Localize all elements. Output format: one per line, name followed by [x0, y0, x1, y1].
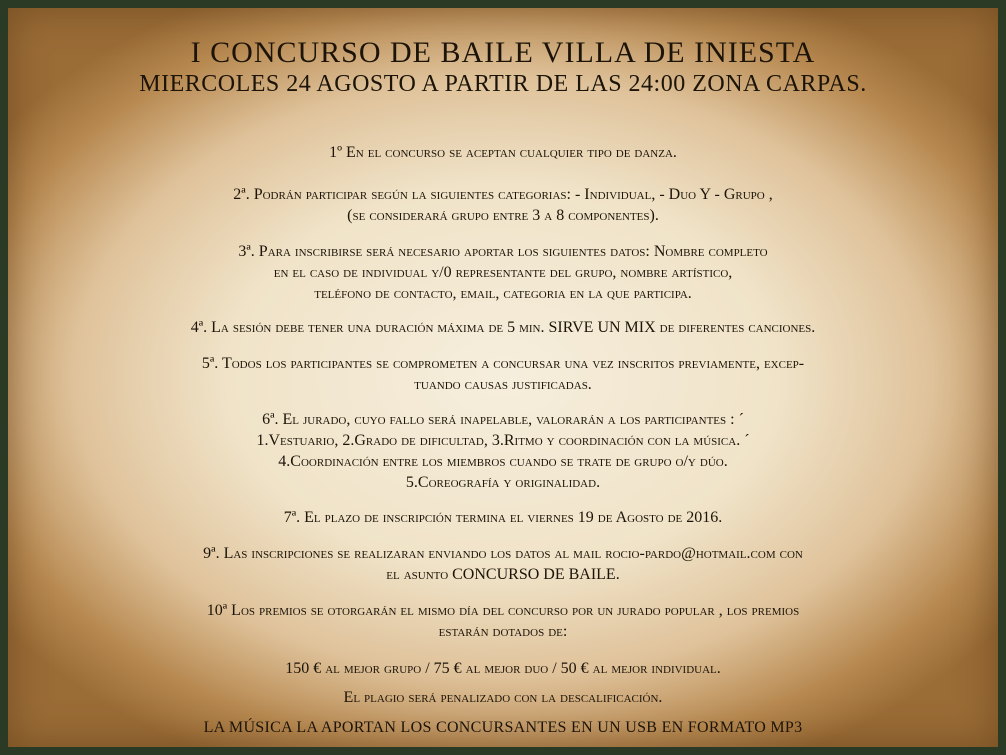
rule-line: en el caso de individual y/0 representante del grupo, nombre artístico, — [273, 264, 733, 281]
rule-line: teléfono de contacto, email, categoria en la que participa. — [314, 285, 692, 302]
rule-line: 4.Coordinación entre los miembros cuando se trate de grupo o/y dúo. — [278, 453, 728, 470]
rule-3 — [28, 241, 978, 304]
rule-line: 5.Coreografía y originalidad. — [405, 474, 601, 491]
plagiarism-line — [28, 687, 978, 708]
rule-line: tuando causas justificadas. — [414, 376, 592, 393]
rule-line: (se considerará grupo entre 3 a 8 componentes). — [347, 207, 659, 224]
rule-line: estarán dotados de: — [438, 623, 568, 640]
poster-frame — [8, 8, 998, 747]
rule-5 — [28, 353, 978, 395]
rule-line: 5ª. Todos los participantes se comprometen a concursar una vez inscritos previamente, excep- — [201, 355, 805, 372]
rule-1 — [28, 142, 978, 163]
rule-6 — [28, 409, 978, 493]
rule-7 — [28, 507, 978, 528]
rule-line: 1.Vestuario, 2.Grado de dificultad, 3.Ritmo y coordinación con la música. ´ — [256, 432, 750, 449]
rule-line: LA MÚSICA LA APORTAN LOS CONCURSANTES EN UN USB EN FORMATO MP3 — [203, 719, 803, 736]
rule-line: 1º En el concurso se aceptan cualquier tipo de danza. — [329, 144, 677, 161]
rule-2 — [28, 184, 978, 226]
rule-line: 6ª. El jurado, cuyo fallo será inapelable, valorarán a los participantes : ´ — [262, 411, 744, 428]
rule-line: 3ª. Para inscribirse será necesario aportar los siguientes datos: Nombre completo — [238, 243, 768, 260]
rule-line: 7ª. El plazo de inscripción termina el viernes 19 de Agosto de 2016. — [283, 509, 723, 526]
rule-line: 10ª Los premios se otorgarán el mismo día del concurso por un jurado popular , los premios — [206, 602, 800, 619]
rule-line: 2ª. Podrán participar según la siguientes categorias: - Individual, - Duo Y - Grupo , — [233, 186, 773, 203]
rule-4 — [28, 317, 978, 338]
rule-line: 4ª. La sesión debe tener una duración máxima de 5 min. SIRVE UN MIX de diferentes canciones. — [190, 319, 816, 336]
rule-10 — [28, 600, 978, 642]
poster-title: I CONCURSO DE BAILE VILLA DE INIESTA — [190, 36, 816, 69]
rule-line: 9ª. Las inscripciones se realizaran enviando los datos al mail rocio-pardo@hotmail.com con — [203, 545, 803, 562]
rule-line: el asunto CONCURSO DE BAILE. — [386, 566, 620, 583]
rule-line: 150 € al mejor grupo / 75 € al mejor duo / 50 € al mejor individual. — [285, 660, 721, 677]
music-line — [28, 717, 978, 738]
prizes-line — [28, 658, 978, 679]
poster-subtitle: MIERCOLES 24 AGOSTO A PARTIR DE LAS 24:00 ZONA CARPAS. — [139, 71, 867, 97]
rule-9 — [28, 543, 978, 585]
rule-line: El plagio será penalizado con la descalificación. — [343, 689, 663, 706]
poster-content — [8, 8, 998, 747]
